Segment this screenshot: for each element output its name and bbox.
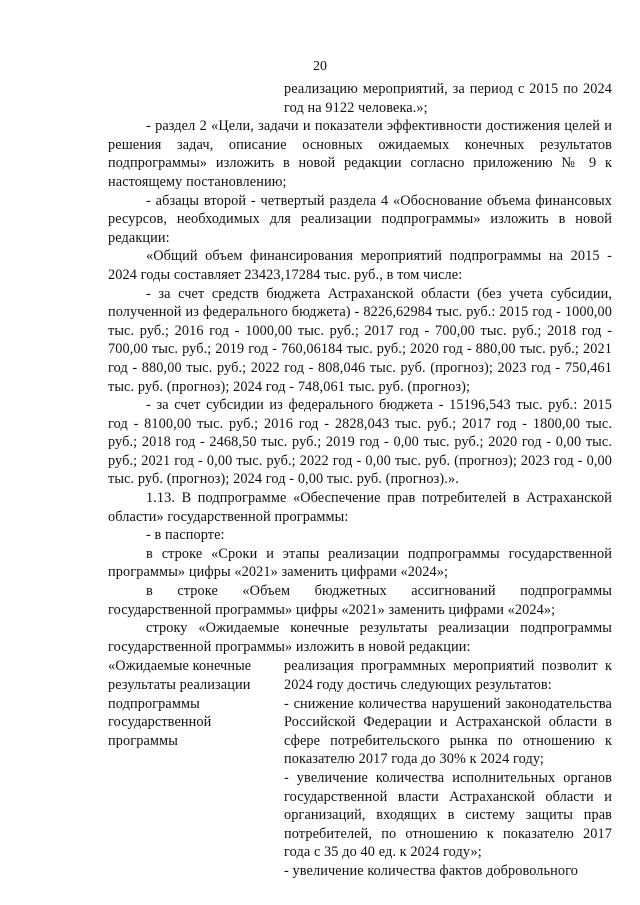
- results-table-row: [108, 657, 612, 880]
- paragraph-continuation: реализацию мероприятий, за период с 2015 по 2024 год на 9122 человека.»;: [284, 81, 612, 116]
- results-item: - увеличение количества исполнительных органов государственной власти Астраханской области и организаций, входящих в систему защиты прав потребителей, по отношению к показателю 2017 года с 35 до 40 ед. к 2024 году»;: [284, 769, 612, 861]
- results-table-label: «Ожидаемые конечные результаты реализации подпрограммы государственной программы: [108, 658, 252, 749]
- paragraph-1-13: 1.13. В подпрограмме «Обеспечение прав потребителей в Астраханской области» государственной программы:: [108, 490, 612, 525]
- page-number: 20: [313, 59, 327, 74]
- paragraph-total-funding: «Общий объем финансирования мероприятий подпрограммы на 2015 - 2024 годы составляет 23423,17284 тыс. руб., в том числе:: [108, 248, 612, 283]
- document-body: [108, 80, 612, 881]
- paragraph-regional-budget: - за счет средств бюджета Астраханской области (без учета субсидии, полученной из федерального бюджета) - 8226,62984 тыс. руб.: 2015 год - 1000,00 тыс. руб.; 2016 год - 1000,00 тыс. руб.; 2017 год - 700,00 тыс. руб.; 2018 год - 700,00 тыс. руб.; 2019 год - 760,06184 тыс. руб.; 2020 год - 880,00 тыс. руб.; 2021 год - 880,00 тыс. руб.; 2022 год - 808,046 тыс. руб. (прогноз); 2023 год - 750,461 тыс. руб. (прогноз); 2024 год - 748,061 тыс. руб. (прогноз);: [108, 285, 612, 395]
- results-item: - снижение количества нарушений законодательства Российской Федерации и Астраханской области в сфере потребительского рынка по отношению к показателю 2017 года до 30% к 2024 году;: [284, 695, 612, 768]
- paragraph-federal-subsidy: - за счет субсидии из федерального бюджета - 15196,543 тыс. руб.: 2015 год - 8100,00 тыс. руб.; 2016 год - 2828,043 тыс. руб.; 2017 год - 1800,00 тыс. руб.; 2018 год - 2468,50 тыс. руб.; 2019 год - 0,00 тыс. руб.; 2020 год - 0,00 тыс. руб.; 2021 год - 0,00 тыс. руб.; 2022 год - 0,00 тыс. руб. (прогноз); 2023 год - 0,00 тыс. руб. (прогноз); 2024 год - 0,00 тыс. руб. (прогноз).».: [108, 397, 612, 488]
- paragraph-section-2: - раздел 2 «Цели, задачи и показатели эффективности достижения целей и решения задач, описание основных ожидаемых конечных результатов подпрограммы» изложить в новой редакции согласно приложению № 9 к настоящему постановлению;: [108, 118, 612, 190]
- paragraph-section-4: - абзацы второй - четвертый раздела 4 «Обоснование объема финансовых ресурсов, необходимых для реализации подпрограммы» изложить в новой редакции:: [108, 192, 612, 246]
- paragraph-budget-row: в строке «Объем бюджетных ассигнований подпрограммы государственной программы» цифры «2021» заменить цифрами «2024»;: [108, 583, 612, 618]
- paragraph-results-row: строку «Ожидаемые конечные результаты реализации подпрограммы государственной программы» изложить в новой редакции:: [108, 620, 612, 655]
- paragraph-terms-row: в строке «Сроки и этапы реализации подпрограммы государственной программы» цифры «2021» заменить цифрами «2024»;: [108, 545, 612, 581]
- results-item: - увеличение количества фактов добровольного: [284, 862, 578, 879]
- results-table-content: [284, 657, 612, 880]
- paragraph-passport: - в паспорте:: [146, 527, 225, 544]
- results-item: реализация программных мероприятий позволит к 2024 году достичь следующих результатов:: [284, 658, 612, 693]
